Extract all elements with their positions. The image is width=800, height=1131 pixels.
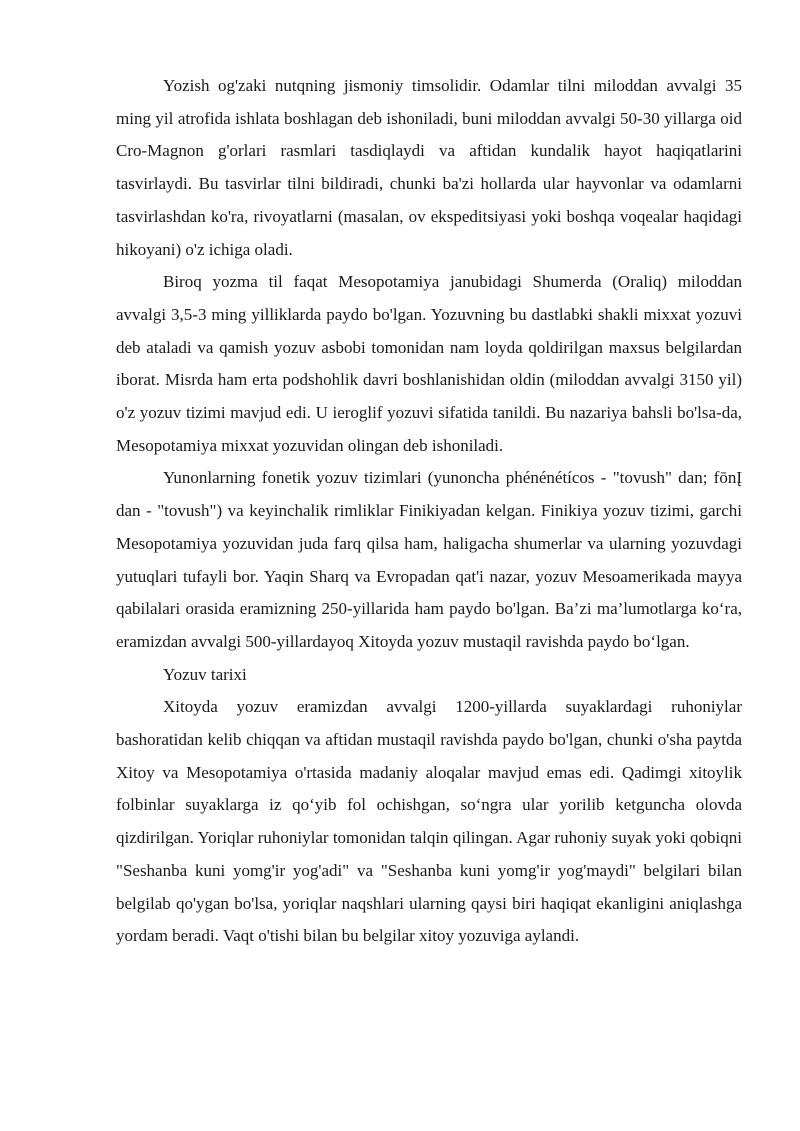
paragraph-chinese-writing: Xitoyda yozuv eramizdan avvalgi 1200-yillarda suyaklardagi ruhoniylar bashoratidan kelib chiqqan va aftidan mustaqil ravishda paydo bo'lgan, chunki o'sha paytda Xitoy va Mesopotamiya o'rtasida madaniy aloqalar mavjud emas edi. Qadimgi xitoylik folbinlar suyaklarga iz qo‘yib fol ochishgan, so‘ngra ular yorilib ketguncha olovda qizdirilgan. Yoriqlar ruhoniylar tomonidan talqin qilingan. Agar ruhoniy suyak yoki qobiqni "Seshanba kuni yomg'ir yog'adi" va "Seshanba kuni yomg'ir yog'maydi" belgilari bilan belgilab qo'ygan bo'lsa, yoriqlar naqshlari ularning qaysi biri haqiqat ekanligini aniqlashga yordam beradi. Vaqt o'tishi bilan bu belgilar xitoy yozuviga aylandi. <box>116 697 742 946</box>
paragraph-phonetic-writing: Yunonlarning fonetik yozuv tizimlari (yunoncha phénénétícos - "tovush" dan; fōnĮ dan - "tovush") va keyinchalik rimliklar Finikiyadan kelgan. Finikiya yozuv tizimi, garchi Mesopotamiya yozuvidan juda farq qilsa ham, haligacha shumerlar va ularning yozuvdagi yutuqlari tufayli bor. Yaqin Sharq va Evropadan qat'i nazar, yozuv Mesoamerikada mayya qabilalari orasida eramizning 250-yillarida ham paydo bo'lgan. Ba’zi ma’lumotlarga ko‘ra, eramizdan avvalgi 500-yillardayoq Xitoyda yozuv mustaqil ravishda paydo bo‘lgan. <box>116 468 742 651</box>
section-heading-writing-history: Yozuv tarixi <box>163 664 247 684</box>
document-page <box>116 70 742 953</box>
paragraph-writing-origin: Yozish og'zaki nutqning jismoniy timsolidir. Odamlar tilni miloddan avvalgi 35 ming yil atrofida ishlata boshlagan deb ishoniladi, buni miloddan avvalgi 50-30 yillarga oid Cro-Magnon g'orlari rasmlari tasdiqlaydi va aftidan kundalik hayot haqiqatlarini tasvirlaydi. Bu tasvirlar tilni bildiradi, chunki ba'zi hollarda ular hayvonlar va odamlarni tasvirlashdan ko'ra, rivoyatlarni (masalan, ov ekspeditsiyasi yoki boshqa voqealar haqidagi hikoyani) o'z ichiga oladi. <box>116 76 742 259</box>
paragraph-mesopotamia-writing: Biroq yozma til faqat Mesopotamiya janubidagi Shumerda (Oraliq) miloddan avvalgi 3,5-3 ming yilliklarda paydo bo'lgan. Yozuvning bu dastlabki shakli mixxat yozuvi deb ataladi va qamish yozuv asbobi tomonidan nam loyda qoldirilgan maxsus belgilardan iborat. Misrda ham erta podshohlik davri boshlanishidan oldin (miloddan avvalgi 3150 yil) o'z yozuv tizimi mavjud edi. U ieroglif yozuvi sifatida tanildi. Bu nazariya bahsli bo'lsa-da, Mesopotamiya mixxat yozuvidan olingan deb ishoniladi. <box>116 272 742 455</box>
